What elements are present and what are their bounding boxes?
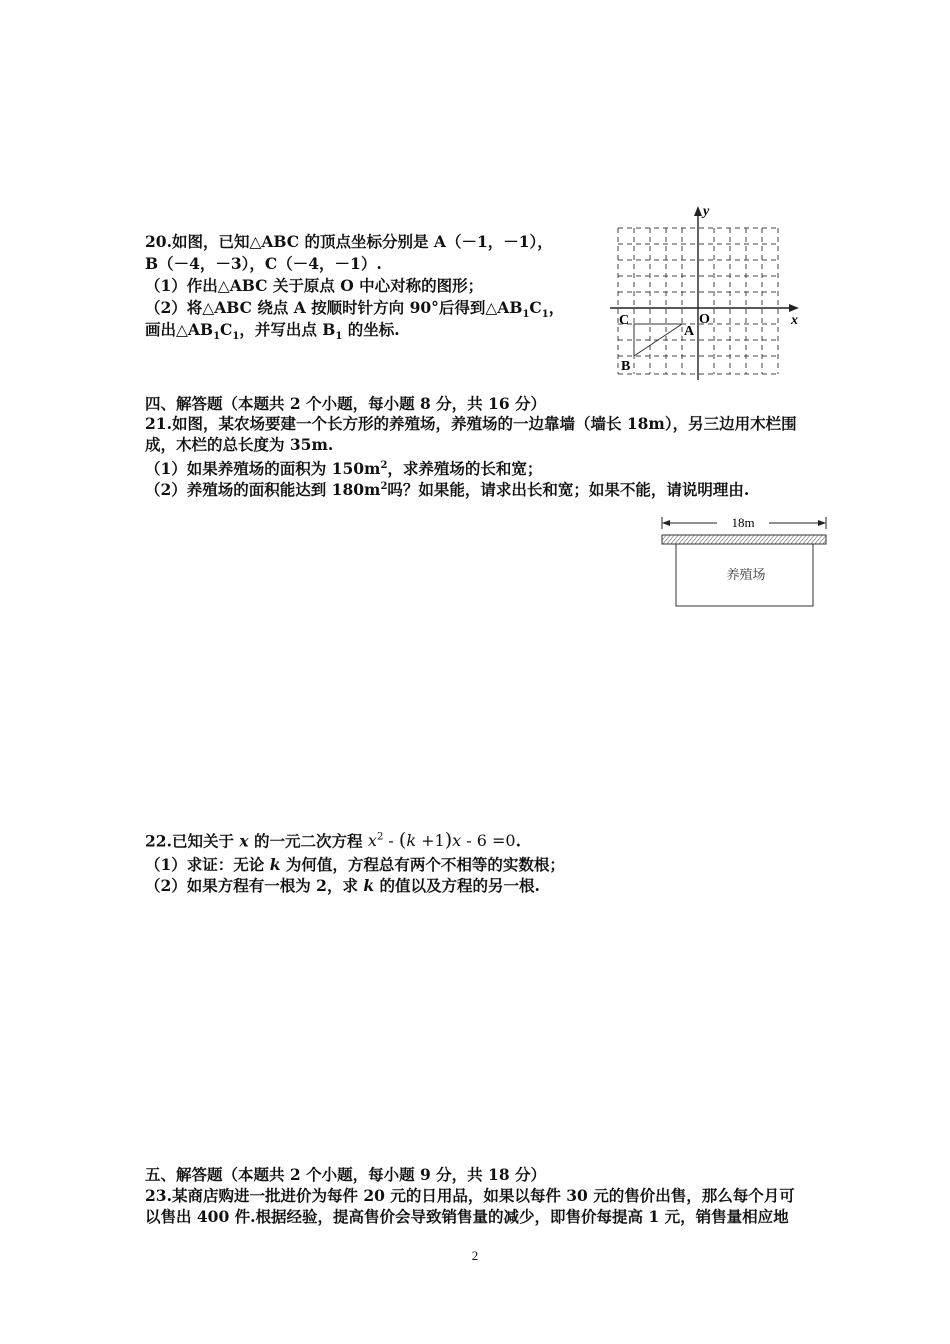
q22-line-3-var: k <box>363 876 375 895</box>
q20-line-5-post: 的坐标. <box>342 320 400 339</box>
q21-line-4 <box>145 477 749 500</box>
q20-line-3: （1）作出△ABC 关于原点 O 中心对称的图形； <box>145 276 484 295</box>
eq-minus: - <box>383 831 399 851</box>
q21-line-4-sup: 2 <box>380 481 388 492</box>
q21-line-3 <box>145 456 542 479</box>
origin-label: O <box>699 312 710 327</box>
q20-line-5-mid2: ，并写出点 B <box>239 320 336 339</box>
eq-rest: - 6 =0 <box>461 831 516 851</box>
farm-label: 养殖场 <box>726 568 766 583</box>
q20-line-4-sub-1: 1 <box>522 309 530 321</box>
eq-x2: x <box>452 831 462 851</box>
q22-line-2 <box>145 855 565 875</box>
q20-line-2: B（－4，－3），C（－4，－1）. <box>145 254 382 273</box>
q22-line-3-post: 的值以及方程的另一根. <box>374 876 540 895</box>
eq-plus-one: +1 <box>416 831 445 851</box>
dimension-arrow-right <box>818 520 826 526</box>
x-axis-arrow <box>789 304 799 312</box>
page-number: 2 <box>471 1248 479 1263</box>
q22-line-2-post: 为何值，方程总有两个不相等的实数根； <box>280 855 565 874</box>
q23-line-1: 23.某商店购进一批进价为每件 20 元的日用品，如果以每件 30 元的售价出售，那么每个月可 <box>145 1186 795 1205</box>
q20-line-5-mid: C <box>220 320 233 339</box>
point-c-label: C <box>619 313 630 328</box>
q20-line-4-sub-2: 1 <box>541 309 549 321</box>
q22-stem <box>145 828 521 851</box>
section-5-heading: 五、解答题（本题共 2 个小题，每小题 9 分，共 18 分） <box>145 1165 547 1184</box>
eq-x: x <box>367 831 377 851</box>
q20-line-4-mid: C <box>529 298 542 317</box>
point-b-label: B <box>621 359 631 374</box>
wall-length-label: 18m <box>731 515 755 530</box>
dimension-arrow-left <box>662 520 670 526</box>
eq-paren-close: ) <box>444 829 453 852</box>
q21-line-1: 21.如图，某农场要建一个长方形的养殖场，养殖场的一边靠墙（墙长 18m），另三边用木栏围 <box>145 414 797 433</box>
q22-stem-var: x <box>239 831 249 851</box>
q20-line-4-post: ， <box>548 298 565 317</box>
farm-figure <box>655 510 835 610</box>
q22-line-2-var: k <box>269 855 281 874</box>
q20-line-5-sub-3: 1 <box>335 331 343 343</box>
q20-line-5-sub-2: 1 <box>232 331 240 343</box>
q22-equation <box>368 831 516 850</box>
point-a-label: A <box>684 324 695 339</box>
q22-line-2-pre: （1）求证：无论 <box>145 855 270 874</box>
q20-line-5-sub-1: 1 <box>213 331 221 343</box>
y-axis-arrow <box>694 206 702 216</box>
x-axis-label: x <box>791 313 798 328</box>
q20-line-4-pre: （2）将△ABC 绕点 A 按顺时针方向 90°后得到△AB <box>145 298 523 317</box>
section-4-heading: 四、解答题（本题共 2 个小题，每小题 8 分，共 16 分） <box>145 394 547 413</box>
q20-line-5 <box>145 320 400 347</box>
q20-line-1: 20.如图，已知△ABC 的顶点坐标分别是 A（－1，－1）， <box>145 232 553 251</box>
q22-stem-mid: 的一元二次方程 <box>248 831 368 851</box>
q20-line-5-pre: 画出△AB <box>145 320 214 339</box>
q21-line-3-pre: （1）如果养殖场的面积为 150m <box>145 459 381 479</box>
eq-exponent: 2 <box>376 832 384 843</box>
q21-line-3-post: ，求养殖场的长和宽； <box>387 459 543 479</box>
q22-line-3-pre: （2）如果方程有一根为 2，求 <box>145 876 364 895</box>
coordinate-grid-figure <box>605 200 815 385</box>
q21-line-4-post: 吗？如果能，请求出长和宽；如果不能，请说明理由. <box>387 480 750 500</box>
q23-line-2: 以售出 400 件.根据经验，提高售价会导致销售量的减少，即售价每提高 1 元，销售量相应地 <box>145 1207 789 1226</box>
q21-line-2: 成，木栏的总长度为 35m. <box>145 435 334 454</box>
q22-stem-post: . <box>515 831 521 851</box>
wall <box>662 535 826 544</box>
eq-paren-open: ( <box>398 829 407 852</box>
q21-line-4-pre: （2）养殖场的面积能达到 180m <box>145 480 381 500</box>
q22-stem-pre: 22.已知关于 <box>145 831 240 851</box>
q22-line-3 <box>145 876 540 896</box>
q21-line-3-sup: 2 <box>380 460 388 471</box>
eq-k: k <box>406 831 417 851</box>
y-axis-label: y <box>703 204 710 219</box>
